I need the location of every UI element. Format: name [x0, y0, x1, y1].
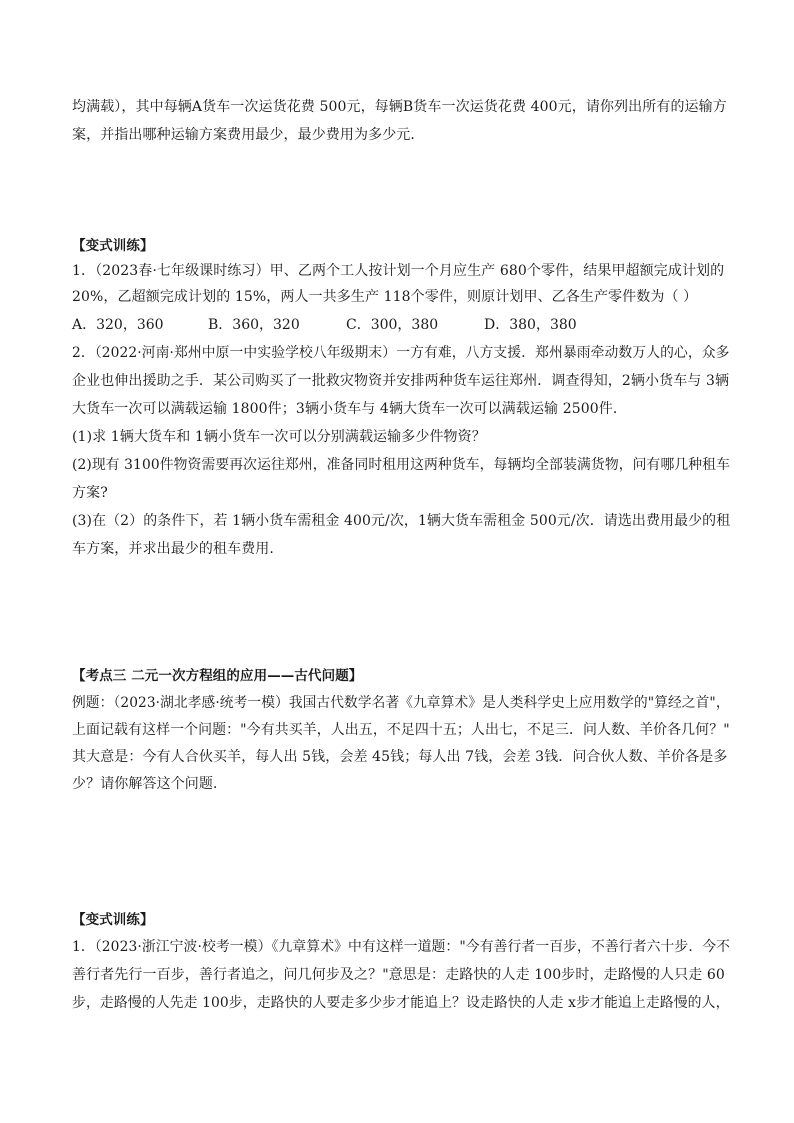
option-b: B．360，320	[208, 317, 300, 333]
section-header: 【变式训练】	[72, 238, 154, 254]
question-1-line-2: 20%，乙超额完成计划的 15%，两人一共多生产 118个零件，则原计划甲、乙各生产零件数为（ ）	[72, 289, 698, 305]
question-2-part-1: (1)求 1辆大货车和 1辆小货车一次可以分别满载运输多少件物资？	[72, 429, 486, 445]
question-2-line-1: 2．（2022·河南·郑州中原一中实验学校八年级期末）一方有难，八方支援．郑州暴雨牵动数万人的心，众多	[72, 345, 730, 361]
question-2-part-3: (3)在（2）的条件下，若 1辆小货车需租金 400元/次，1辆大货车需租金 500元/次．请选出费用最少的租	[72, 513, 731, 529]
question-2-part-3-cont: 车方案，并求出最少的租车费用.	[72, 541, 274, 557]
option-a: A．320，360	[72, 317, 164, 333]
option-d: D．380，380	[484, 317, 577, 333]
question-2-line-3: 大货车一次可以满载运输 1800件；3辆小货车与 4辆大货车一次可以满载运输 2500件．	[72, 401, 627, 417]
section-header: 【变式训练】	[72, 912, 154, 928]
question-1-line-1: 1．（2023·浙江宁波·校考一模）《九章算术》中有这样一道题："今有善行者一百步，不善行者六十步．今不	[72, 939, 731, 955]
intro-line-1: 均满载），其中每辆A货车一次运货花费 500元，每辆B货车一次运货花费 400元，请你列出所有的运输方	[72, 99, 727, 115]
question-1-line-2: 善行者先行一百步，善行者追之，问几何步及之？"意思是：走路快的人走 100步时，走路慢的人只走 60	[72, 967, 725, 983]
section-header: 【考点三 二元一次方程组的应用——古代问题】	[72, 668, 363, 684]
question-2-part-2: (2)现有 3100件物资需要再次运往郑州，准备同时租用这两种货车，每辆均全部装满货物，问有哪几种租车	[72, 457, 731, 473]
option-c: C．300，380	[346, 317, 439, 333]
intro-line-2: 案，并指出哪种运输方案费用最少，最少费用为多少元．	[72, 127, 425, 143]
example-line-4: 少？请你解答这个问题．	[72, 776, 228, 792]
question-1-line-3: 步，走路慢的人先走 100步，走路快的人要走多少步才能追上？设走路快的人走 x步才能追上走路慢的人，	[72, 995, 730, 1011]
question-2-part-2-cont: 方案?	[72, 485, 108, 501]
example-line-2: 上面记载有这样一个问题："今有共买羊，人出五，不足四十五；人出七，不足三．问人数、羊价各几何？"	[72, 722, 730, 738]
example-line-3: 其大意是：今有人合伙买羊，每人出 5钱，会差 45钱；每人出 7钱，会差 3钱．问合伙人数、羊价各是多	[72, 749, 728, 765]
question-2-line-2: 企业也伸出援助之手．某公司购买了一批救灾物资并安排两种货车运往郑州．调查得知，2辆小货车与 3辆	[72, 373, 730, 389]
question-1-line-1: 1．（2023春·七年级课时练习）甲、乙两个工人按计划一个月应生产 680个零件，结果甲超额完成计划的	[72, 263, 725, 279]
example-line-1: 例题：（2023·湖北孝感·统考一模）我国古代数学名著《九章算术》是人类科学史上应用数学的"算经之首"，	[72, 695, 730, 711]
